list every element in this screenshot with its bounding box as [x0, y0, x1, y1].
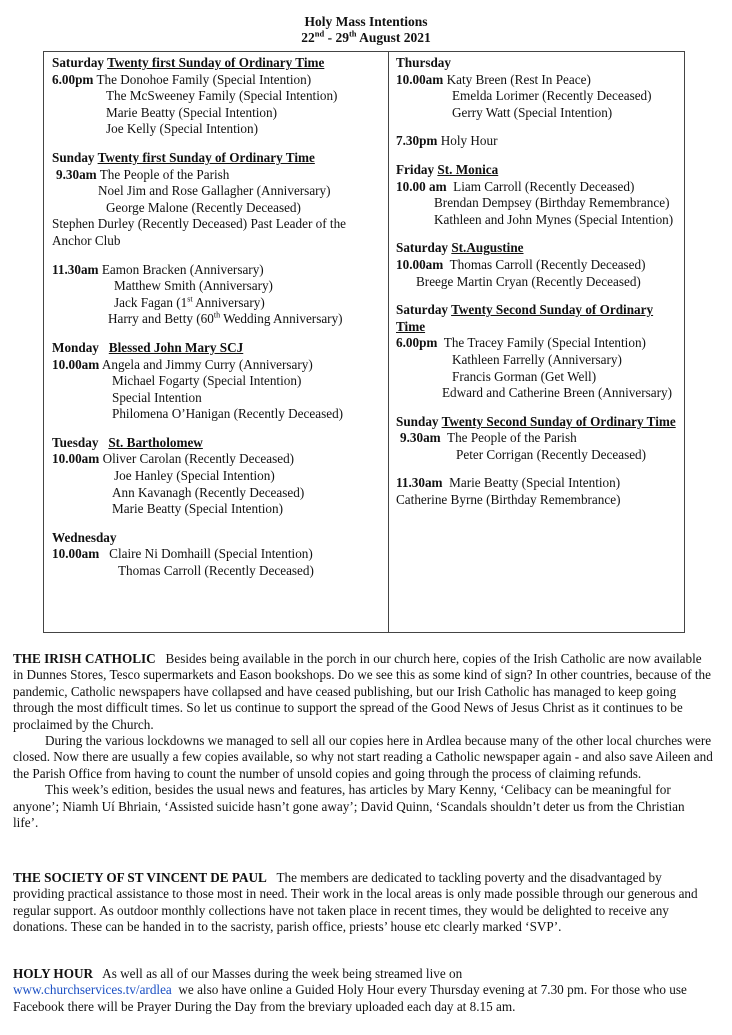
feast-name: Twenty first Sunday of Ordinary Time [97, 149, 315, 165]
date-month-year: August 2021 [356, 30, 431, 45]
mass-time: 11.30am [52, 261, 99, 277]
holy-hour-section [13, 966, 713, 1015]
intention-line: Catherine Byrne (Birthday Remembrance) [396, 492, 621, 508]
intention-line: 10.00am Katy Breen (Rest In Peace) [396, 71, 591, 87]
feast-name: St. Monica [437, 161, 499, 177]
intention-line: 11.30am Eamon Bracken (Anniversary) [52, 261, 264, 277]
irish-catholic-paragraph-2: During the various lockdowns we managed to sell all our copies here in Ardlea because many of the other local churches were closed. Now there are usually a few copies available, so why not start reading a Catholic newspaper again - and also save Aileen and the Parish Office from having to count the number of unsold copies and going through the process of claiming refunds. [13, 733, 713, 781]
intention-line: Thomas Carroll (Recently Deceased) [118, 563, 314, 579]
day-header-friday: Friday St. Monica [396, 161, 499, 177]
svp-paragraph: THE SOCIETY OF ST VINCENT DE PAUL The members are dedicated to tackling poverty and the disadvantaged by providing practical assistance to those most in need. Their work in the local areas is only made possible through our generous and regular support. As outdoor monthly collections have not taken place in recent times, they would be delighted to receive any donations. These can be handed in to the sacristy, parish office, priests’ house etc clearly marked ‘SVP’. [13, 870, 698, 935]
title-dates [0, 30, 732, 46]
column-divider [388, 52, 389, 632]
mass-time: 10.00am [52, 546, 100, 562]
day-header-sunday: Sunday Twenty first Sunday of Ordinary Time [52, 149, 315, 165]
mass-time: 9.30am [56, 166, 97, 182]
intention-line: Brendan Dempsey (Birthday Remembrance) [434, 195, 670, 211]
feast-name: Twenty Second Sunday of Ordinary Time [441, 413, 676, 429]
date-start-suffix: nd [314, 28, 325, 39]
intention-line: George Malone (Recently Deceased) [106, 199, 301, 215]
intention-line: Francis Gorman (Get Well) [452, 368, 597, 384]
day-header-monday: Monday Blessed John Mary SCJ [52, 339, 244, 355]
feast-name: Twenty first Sunday of Ordinary Time [107, 55, 325, 70]
date-end-suffix: th [348, 28, 357, 39]
mass-intentions-table [43, 51, 685, 633]
day-header-wednesday: Wednesday [52, 529, 117, 545]
intention-line: Harry and Betty (60th Wedding Anniversary) [108, 310, 343, 327]
intention-line: 9.30am The People of the Parish [400, 430, 577, 446]
intention-line: 10.00am Claire Ni Domhaill (Special Intention) [52, 546, 313, 562]
intention-line: 11.30am Marie Beatty (Special Intention) [396, 475, 621, 491]
intention-line: Special Intention [112, 389, 202, 405]
holy-hour-paragraph: HOLY HOUR As well as all of our Masses during the week being streamed live on www.churchservices.tv/ardlea we also have online a Guided Holy Hour every Thursday evening at 7.30 pm. For those who use Facebook there will be Prayer During the Day from the breviary uploaded each day at 8.15 am. [13, 966, 687, 1014]
irish-catholic-paragraph-1: THE IRISH CATHOLIC Besides being available in the porch in our church here, copies of the Irish Catholic are now available in Dunnes Stores, Tesco supermarkets and Eason bookshops. Do we see this as some kind of sign? In other countries, because of the pandemic, Catholic newspapers have collapsed and have ceased publishing, but our Irish Catholic has managed to keep going through the most difficult times. So let us continue to support the spread of the Good News of Jesus Christ as it continues to be proclaimed by the Church. [13, 651, 711, 732]
intention-line: 6.00pm The Tracey Family (Special Intention) [396, 335, 646, 351]
intention-line: Noel Jim and Rose Gallagher (Anniversary) [98, 183, 331, 199]
mass-time: 6.00pm [396, 335, 438, 351]
left-column [52, 55, 384, 580]
intention-line: Michael Fogarty (Special Intention) [112, 373, 302, 389]
title-heading: Holy Mass Intentions [304, 14, 428, 29]
section-heading: HOLY HOUR [13, 966, 93, 981]
intention-line: Stephen Durley (Recently Deceased) Past Leader of the Anchor Club [52, 216, 347, 248]
date-dash: - [324, 30, 336, 45]
intention-line: Kathleen and John Mynes (Special Intention) [434, 211, 674, 227]
day-header-saturday-2: Saturday Twenty Second Sunday of Ordinary Time [396, 302, 654, 334]
intention-line: Edward and Catherine Breen (Anniversary) [442, 385, 672, 401]
date-end: 29 [335, 30, 349, 45]
intention-line: Joe Kelly (Special Intention) [106, 121, 258, 137]
intention-line: Ann Kavanagh (Recently Deceased) [112, 484, 305, 500]
irish-catholic-paragraph-3: This week’s edition, besides the usual news and features, has articles by Mary Kenny, ‘Celibacy can be meaningful for anyone’; Niamh Uí Bhriain, ‘Assisted suicide hasn’t gone away’; David Quinn, ‘Scandals shouldn’t deter us from the Christian life’. [13, 782, 685, 831]
intention-line: 10.00 am Liam Carroll (Recently Deceased) [396, 178, 635, 194]
day-header-thursday: Thursday [396, 55, 451, 70]
intention-line: 7.30pm Holy Hour [396, 133, 498, 149]
page-title [0, 14, 732, 46]
intention-line: 9.30am The People of the Parish [56, 166, 230, 182]
mass-time: 10.00 am [396, 178, 447, 194]
feast-name: St.Augustine [451, 240, 524, 256]
mass-time: 7.30pm [396, 133, 438, 149]
intention-line: Jack Fagan (1st Anniversary) [114, 294, 265, 310]
intention-line: 6.00pm The Donohoe Family (Special Intention) [52, 71, 312, 87]
mass-time: 6.00pm [52, 71, 94, 87]
intention-line: Breege Martin Cryan (Recently Deceased) [416, 273, 641, 289]
day-header-sunday-2: Sunday Twenty Second Sunday of Ordinary Time [396, 413, 676, 429]
mass-time: 11.30am [396, 475, 443, 491]
intention-line: Matthew Smith (Anniversary) [114, 278, 273, 294]
day-header-saturday-1: Saturday St.Augustine [396, 240, 524, 256]
feast-name: Blessed John Mary SCJ [108, 339, 244, 355]
intention-line: Marie Beatty (Special Intention) [106, 104, 278, 120]
mass-time: 9.30am [400, 430, 441, 446]
intention-line: Gerry Watt (Special Intention) [452, 104, 613, 120]
intention-line: Marie Beatty (Special Intention) [112, 501, 284, 517]
mass-time: 10.00am [52, 451, 100, 467]
mass-time: 10.00am [52, 356, 100, 372]
intention-line: Philomena O’Hanigan (Recently Deceased) [112, 406, 344, 422]
mass-time: 10.00am [396, 256, 444, 272]
intention-line: 10.00am Thomas Carroll (Recently Deceased) [396, 256, 646, 272]
day-header-saturday: Saturday Twenty first Sunday of Ordinary Time [52, 55, 325, 70]
intention-line: The McSweeney Family (Special Intention) [106, 88, 338, 104]
date-start: 22 [301, 30, 315, 45]
feast-name: St. Bartholomew [108, 434, 203, 450]
intention-line: 10.00am Oliver Carolan (Recently Deceased) [52, 451, 295, 467]
intention-line: 10.00am Angela and Jimmy Curry (Anniversary) [52, 356, 313, 372]
svp-section [13, 870, 713, 936]
mass-time: 10.00am [396, 71, 444, 87]
intention-line: Peter Corrigan (Recently Deceased) [456, 446, 647, 462]
irish-catholic-section [13, 651, 713, 831]
intention-line: Kathleen Farrelly (Anniversary) [452, 351, 622, 367]
section-heading: THE SOCIETY OF ST VINCENT DE PAUL [13, 870, 267, 885]
feast-name: Twenty Second Sunday of Ordinary Time [396, 302, 654, 334]
right-column [396, 55, 682, 509]
day-header-tuesday: Tuesday St. Bartholomew [52, 434, 203, 450]
intention-line: Emelda Lorimer (Recently Deceased) [452, 88, 652, 104]
churchservices-link[interactable]: www.churchservices.tv/ardlea [13, 982, 172, 998]
intention-line: Joe Hanley (Special Intention) [114, 468, 275, 484]
section-heading: THE IRISH CATHOLIC [13, 651, 156, 666]
